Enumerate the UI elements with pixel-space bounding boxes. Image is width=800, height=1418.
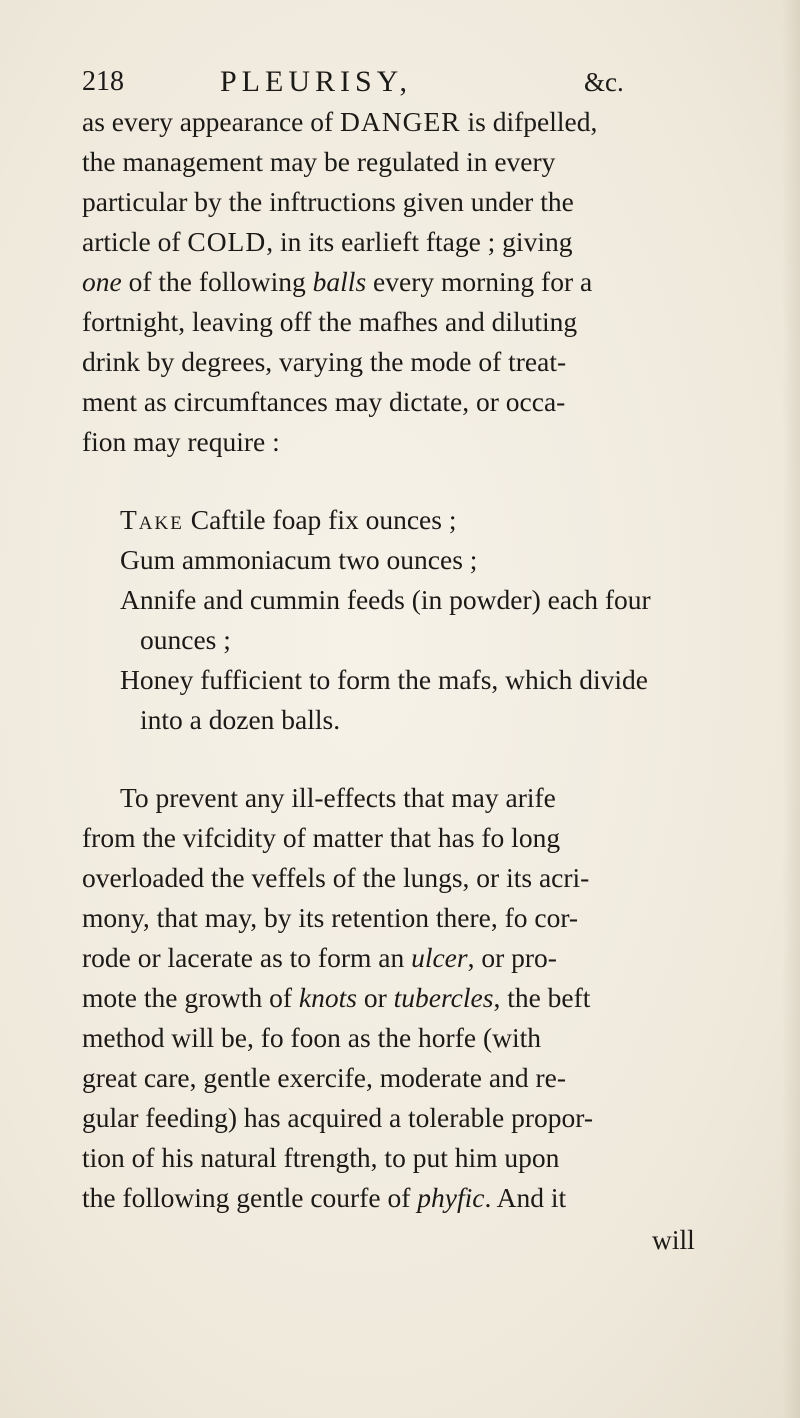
text-line (82, 818, 560, 858)
text-run: Annife and cummin feeds (in powder) each four (120, 584, 651, 615)
page-header (82, 62, 722, 102)
text-line (82, 222, 572, 262)
text-run: fortnight, leaving off the mafhes and diluting (82, 306, 578, 337)
text-line (82, 1018, 541, 1058)
text-run: To prevent any ill-effects that may arife (120, 782, 556, 813)
italic-term: balls (312, 266, 367, 297)
italic-term: tubercles (393, 982, 494, 1013)
text-run: or (356, 982, 394, 1013)
capitalized-term: DANGER (340, 106, 461, 137)
text-run: Gum ammoniacum two ounces ; (120, 544, 478, 575)
text-line (82, 1058, 566, 1098)
text-line (82, 262, 592, 302)
text-line (82, 978, 590, 1018)
text-run: overloaded the veffels of the lungs, or its acri- (82, 862, 590, 893)
text-run: as every appearance of (82, 106, 341, 137)
italic-term: ulcer (411, 942, 468, 973)
text-run: gular feeding) has acquired a tolerable propor- (82, 1102, 594, 1133)
text-run: from the vifcidity of matter that has fo long (82, 822, 561, 853)
text-line (82, 342, 566, 382)
catchword: will (652, 1224, 695, 1255)
recipe-line (120, 660, 648, 700)
text-run: drink by degrees, varying the mode of treat- (82, 346, 567, 377)
recipe-line (120, 540, 477, 580)
text-line (82, 858, 589, 898)
text-run: the management may be regulated in every (82, 146, 556, 177)
text-run: particular by the inftructions given under the (82, 186, 574, 217)
recipe-line (120, 500, 456, 540)
text-run: rode or lacerate as to form an (82, 942, 412, 973)
text-line (82, 302, 577, 342)
text-run: into a dozen balls. (140, 704, 341, 735)
text-run: Honey fufficient to form the mafs, which divide (120, 664, 648, 695)
text-line (82, 898, 578, 938)
italic-term: one (82, 266, 122, 297)
text-line (82, 382, 565, 422)
italic-term: knots (298, 982, 357, 1013)
text-run: tion of his natural ftrength, to put him upon (82, 1142, 560, 1173)
text-line (82, 1138, 559, 1178)
text-line (120, 778, 556, 818)
running-title: PLEURISY, (220, 65, 412, 98)
text-run: mony, that may, by its retention there, fo cor- (82, 902, 579, 933)
text-run: ment as circumftances may dictate, or occa- (82, 386, 566, 417)
text-run: the following gentle courfe of (82, 1182, 418, 1213)
text-run: , or pro- (467, 942, 557, 973)
text-run: ounces ; (140, 624, 231, 655)
running-title-suffix: &c. (584, 67, 624, 97)
text-line (82, 422, 280, 462)
text-line (82, 1178, 566, 1218)
small-caps-term: Take (120, 504, 184, 535)
recipe-line (140, 700, 340, 740)
text-line (82, 102, 597, 142)
text-run: mote the growth of (82, 982, 299, 1013)
page-edge-shadow (782, 0, 800, 1418)
text-run: , in its earlieft ftage ; giving (266, 226, 573, 257)
text-run: every morning for a (366, 266, 593, 297)
text-run: method will be, fo foon as the horfe (with (82, 1022, 541, 1053)
recipe-line (120, 580, 651, 620)
text-run: Caftile foap fix ounces ; (183, 504, 457, 535)
text-run: is difpelled, (460, 106, 598, 137)
text-run: fion may require : (82, 426, 280, 457)
capitalized-term: COLD (187, 226, 267, 257)
text-run: of the following (121, 266, 313, 297)
text-run: article of (82, 226, 188, 257)
text-run: , the beft (493, 982, 591, 1013)
text-line (82, 1098, 593, 1138)
page-number: 218 (82, 66, 124, 97)
text-line (82, 142, 555, 182)
text-run: great care, gentle exercife, moderate and re- (82, 1062, 566, 1093)
recipe-line (140, 620, 231, 660)
text-line (82, 182, 574, 222)
text-line (82, 938, 557, 978)
italic-term: phyfic (417, 1182, 485, 1213)
text-run: . And it (484, 1182, 567, 1213)
